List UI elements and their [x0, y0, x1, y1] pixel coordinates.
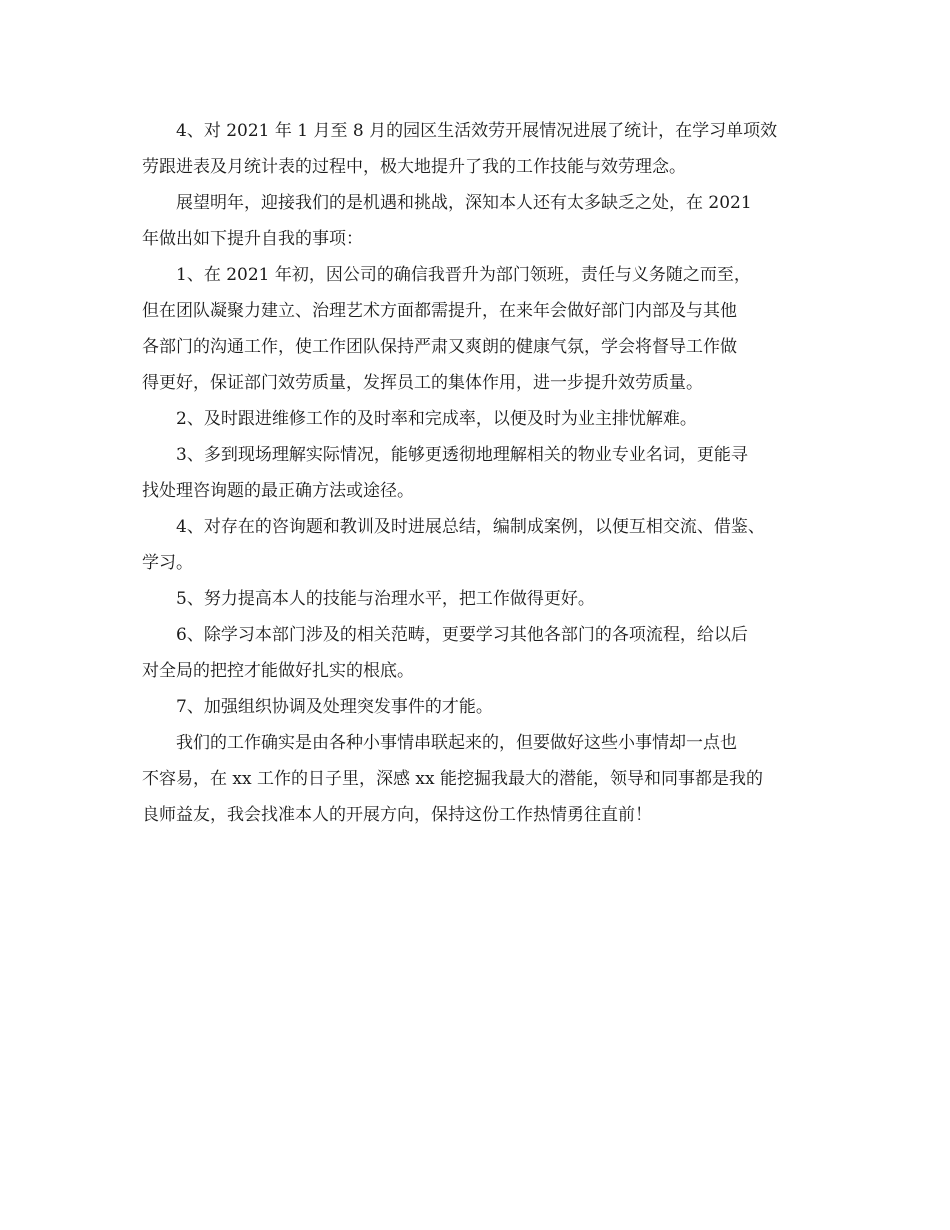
- paragraph-line: 7、加强组织协调及处理突发事件的才能。: [176, 697, 493, 717]
- paragraph-line: 展望明年，迎接我们的是机遇和挑战，深知本人还有太多缺乏之处，在 2021: [176, 193, 752, 213]
- paragraph-3: [142, 257, 822, 401]
- paragraph-line: 3、多到现场理解实际情况，能够更透彻地理解相关的物业专业名词，更能寻: [176, 445, 748, 465]
- paragraph-line: 4、对 2021 年 1 月至 8 月的园区生活效劳开展情况进展了统计，在学习单项效: [176, 121, 778, 141]
- paragraph-line: 良师益友，我会找准本人的开展方向，保持这份工作热情勇往直前！: [142, 805, 652, 825]
- paragraph-line: 学习。: [142, 553, 193, 573]
- document-body: [142, 113, 822, 833]
- paragraph-6: [142, 509, 822, 581]
- paragraph-line: 对全局的把控才能做好扎实的根底。: [142, 661, 414, 681]
- paragraph-7: [142, 581, 822, 617]
- paragraph-4: [142, 401, 822, 437]
- paragraph-line: 5、努力提高本人的技能与治理水平，把工作做得更好。: [176, 589, 595, 609]
- paragraph-line: 各部门的沟通工作，使工作团队保持严肃又爽朗的健康气氛，学会将督导工作做: [142, 337, 737, 357]
- paragraph-line: 但在团队凝聚力建立、治理艺术方面都需提升，在来年会做好部门内部及与其他: [142, 301, 737, 321]
- paragraph-2: [142, 185, 822, 257]
- paragraph-line: 1、在 2021 年初，因公司的确信我晋升为部门领班，责任与义务随之而至，: [176, 265, 751, 285]
- paragraph-line: 不容易，在 xx 工作的日子里，深感 xx 能挖掘我最大的潜能，领导和同事都是我的: [142, 769, 763, 789]
- paragraph-5: [142, 437, 822, 509]
- paragraph-line: 6、除学习本部门涉及的相关范畴，更要学习其他各部门的各项流程，给以后: [176, 625, 748, 645]
- paragraph-8: [142, 617, 822, 689]
- paragraph-line: 2、及时跟进维修工作的及时率和完成率，以便及时为业主排忧解难。: [176, 409, 697, 429]
- paragraph-line: 年做出如下提升自我的事项：: [142, 229, 363, 249]
- paragraph-line: 劳跟进表及月统计表的过程中，极大地提升了我的工作技能与效劳理念。: [142, 157, 686, 177]
- paragraph-10: [142, 725, 822, 833]
- paragraph-line: 4、对存在的咨询题和教训及时进展总结，编制成案例，以便互相交流、借鉴、: [176, 517, 765, 537]
- paragraph-line: 得更好，保证部门效劳质量，发挥员工的集体作用，进一步提升效劳质量。: [142, 373, 703, 393]
- paragraph-9: [142, 689, 822, 725]
- paragraph-line: 我们的工作确实是由各种小事情串联起来的，但要做好这些小事情却一点也: [176, 733, 737, 753]
- paragraph-line: 找处理咨询题的最正确方法或途径。: [142, 481, 414, 501]
- paragraph-1: [142, 113, 822, 185]
